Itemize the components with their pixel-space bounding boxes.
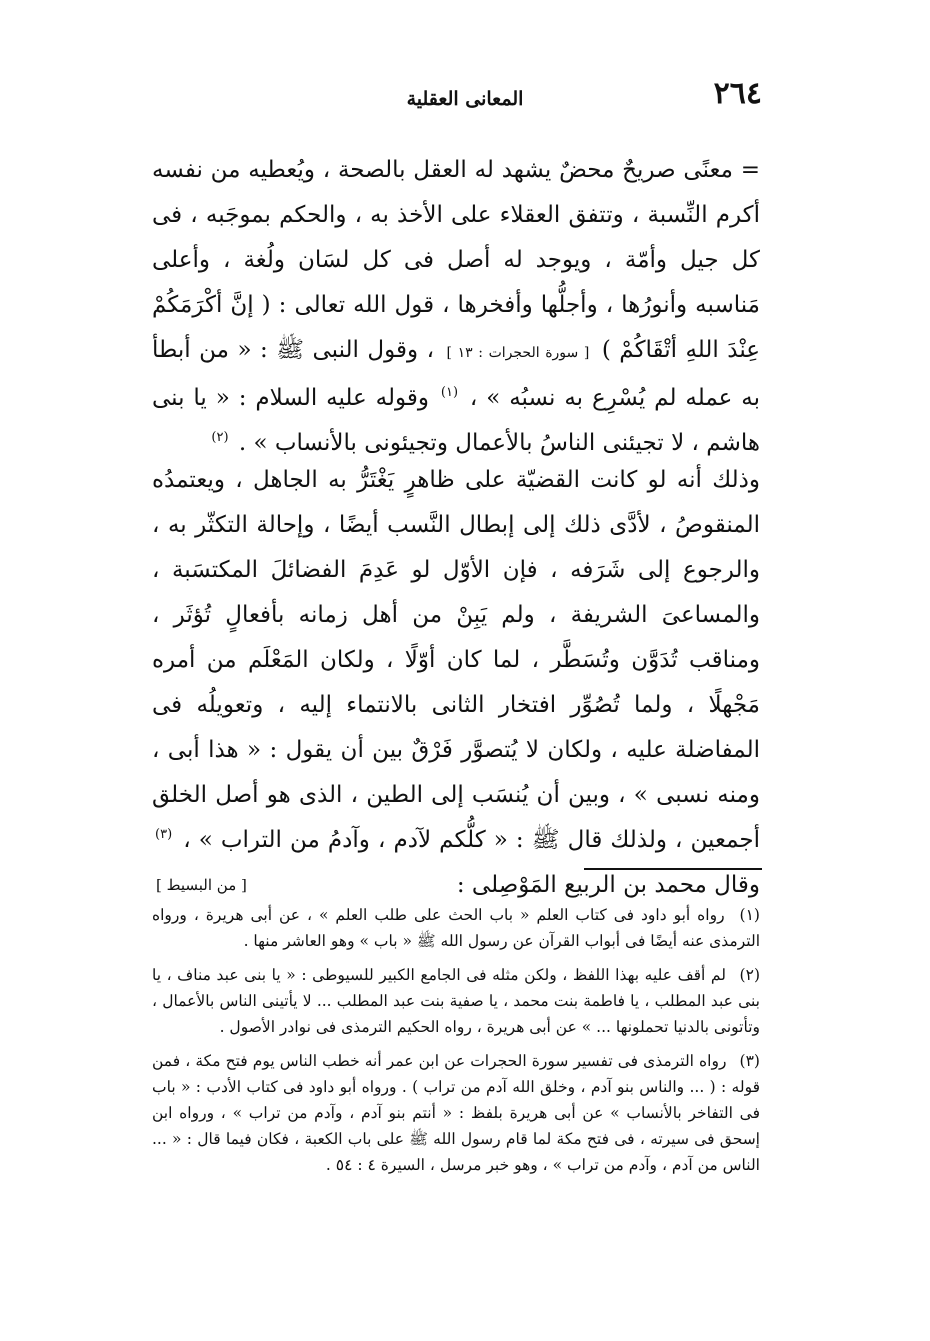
paragraph-1-text-c: وقوله عليه السلام : « يا بنى هاشم ، لا تجيئنى الناسُ بالأعمال وتجيئونى بالأنساب » . xyxy=(152,385,760,456)
poetic-meter-tag: [ من البسيط ] xyxy=(156,876,247,894)
footnote-item xyxy=(152,1048,760,1178)
footnote-marker-2[interactable]: (٢) xyxy=(211,430,229,446)
footnotes-section xyxy=(152,902,760,1186)
footnote-separator xyxy=(584,868,762,870)
footnote-number: (١) xyxy=(739,906,760,924)
footnote-text: رواه الترمذى فى تفسير سورة الحجرات عن ابن عمر أنه خطب الناس يوم فتح مكة ، فمن قوله : ( ... والناس بنو آدم ، وخلق الله آدم من تراب ) . ورواه أبو داود فى كتاب الأدب : « باب فى التفاخر بالأنساب » عن أبى هريرة بلفظ : « أنتم بنو آدم ، وآدم من تراب » ، ورواه ابن إسحق فى سيرته ، فى فتح مكة لما قام رسول الله ﷺ على باب الكعبة ، فكان فيما قال : « ... الناس من آدم ، وآدم من تراب » ، وهو خبر مرسل ، السيرة ٤ : ٥٤ . xyxy=(152,1052,760,1174)
footnote-item xyxy=(152,962,760,1040)
footnote-number: (٢) xyxy=(739,966,760,984)
running-title: المعانى العقلية xyxy=(406,88,524,110)
footnote-item xyxy=(152,902,760,954)
paragraph-2-text-b: وقال محمد بن الربيع المَوْصِلى : xyxy=(456,872,760,898)
footnote-marker-1[interactable]: (١) xyxy=(440,385,459,401)
footnote-text: لم أقف عليه بهذا اللفظ ، ولكن مثله فى الجامع الكبير للسيوطى : « يا بنى عبد مناف ، يا بنى عبد المطلب ، يا فاطمة بنت محمد ، يا صفية بنت عبد المطلب ... لا يأتينى الناس بالأعمال ، وتأتونى بالدنيا تحملونها ... » عن أبى هريرة ، رواه الحكيم الترمذى فى نوادر الأصول . xyxy=(152,966,760,1036)
page-number: ٢٦٤ xyxy=(713,76,762,111)
footnote-marker-3[interactable]: (٣) xyxy=(155,827,173,843)
footnote-number: (٣) xyxy=(739,1052,760,1070)
paragraph-2 xyxy=(152,458,760,908)
quran-reference: [ سورة الحجرات : ١٣ ] xyxy=(446,345,590,361)
paragraph-2-text-a: وذلك أنه لو كانت القضيّة على ظاهرٍ يَغْتَرُّ به الجاهل ، ويعتمدُه المنقوصُ ، لأدَّى ذلك إلى إبطال النَّسب أيضًا ، وإحالة التكثّر به ، والرجوع إلى شَرَفه ، فإن الأوّل لو عَدِمَ الفضائلَ المكتسَبة ، والمساعىَ الشريفة ، ولم يَبِنْ من أهل زمانه بأفعالٍ تُؤثَر ، ومناقب تُدَوَّن وتُسَطَّر ، لما كان أوّلًا ، ولكان المَعْلَم من أمره مَجْهلًا ، ولما تُصُوِّر افتخار الثانى بالانتماء إليه ، وتعويلُه فى المفاضلة عليه ، ولكان لا يُتصوَّر فَرْقٌ بين أن يقول : « هذا أبى ، ومنه نسبى » ، وبين أن يُنسَب إلى الطين ، الذى هو أصل الخلق أجمعين ، ولذلك قال ﷺ : « كلُّكم لآدم ، وآدمُ من التراب » ، xyxy=(152,467,760,853)
paragraph-1 xyxy=(152,148,760,466)
paragraph-1-text-a: = معنًى صريحٌ محضٌ يشهد له العقل بالصحة ، ويُعطيه من نفسه أكرم النِّسبة ، وتتفق العقلاء على الأخذ به ، والحكم بموجَبه ، فى كل جيل وأمّة ، ويوجد له أصل فى كل لسَان ولُغة ، وأعلى مَناسبه وأنورُها ، وأجلُّها وأفخرها ، قول الله تعالى : ( إنَّ أكْرَمَكُمْ عِنْدَ اللهِ أتْقَاكُمْ ) xyxy=(152,157,761,363)
footnote-text: رواه أبو داود فى كتاب العلم « باب الحث على طلب العلم » ، عن أبى هريرة ، ورواه الترمذى عنه أيضًا فى أبواب القرآن عن رسول الله ﷺ « باب » وهو العاشر منها . xyxy=(152,906,760,950)
paragraph-1-text-b: ، وقول النبى ﷺ : « من أبطأ به عمله لم يُسْرِع به نسبُه » ، xyxy=(152,337,760,411)
